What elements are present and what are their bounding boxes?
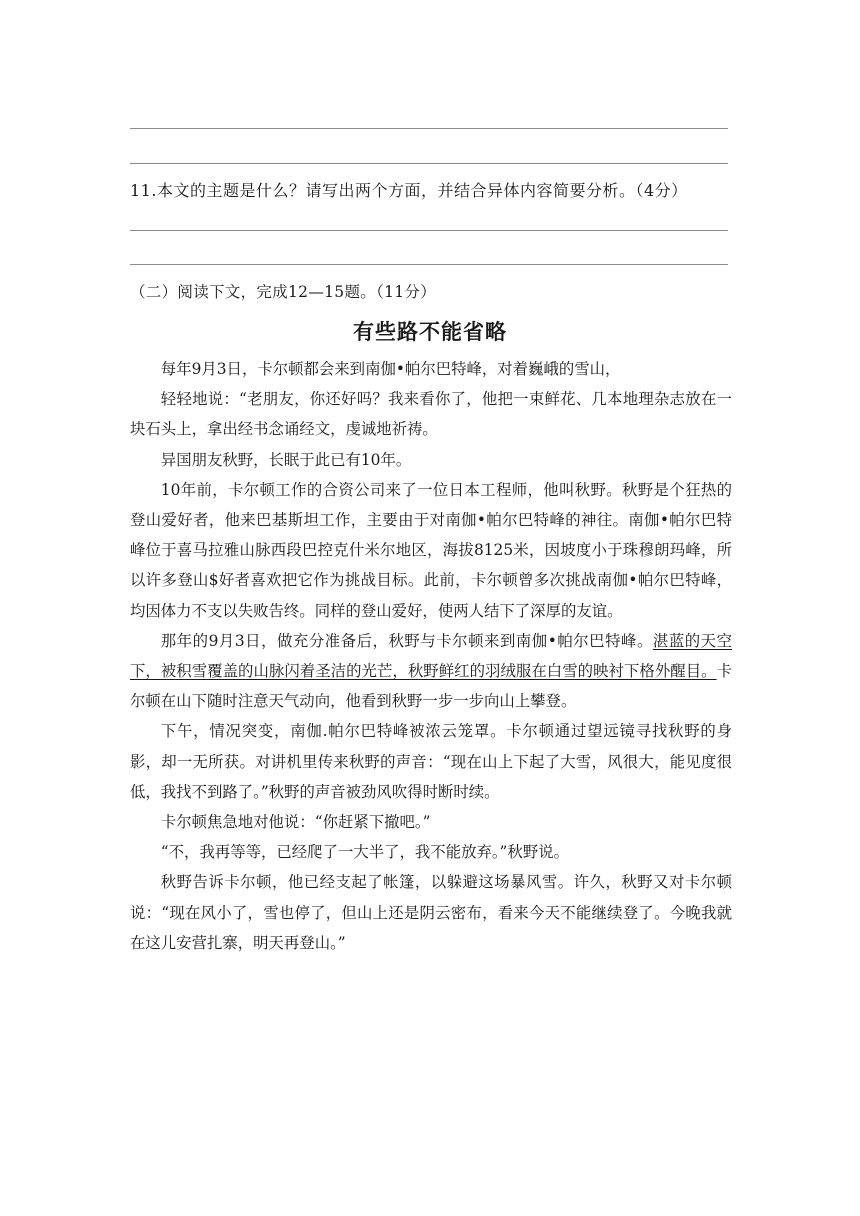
answer-line	[130, 264, 728, 265]
article-title: 有些路不能省略	[353, 320, 507, 344]
paragraph-text: 卡尔顿在山下随时注意天气动向，他看到秋野一步一步向山上攀登。	[130, 662, 732, 711]
answer-line	[130, 163, 728, 164]
underlined-sentence: 湛蓝的天空下，被积雪覆盖的山脉闪着圣洁的光芒，秋野鲜红的羽绒服在白雪的映衬下格外醒目。	[130, 631, 732, 681]
paragraph: 下午，情况突变，南伽.帕尔巴特峰被浓云笼罩。卡尔顿通过望远镜寻找秋野的身影，却一无所获。对讲机里传来秋野的声音：“现在山上下起了大雪，风很大，能见度很低，我找不到路了。”秋野的声音被劲风吹得时断时续。	[130, 722, 732, 801]
paragraph: “不，我再等等，已经爬了一大半了，我不能放弃。”秋野说。	[160, 843, 569, 862]
article-body	[130, 354, 732, 958]
answer-line	[130, 230, 728, 231]
section-heading: （二）阅读下文，完成12—15题。（11分）	[130, 283, 437, 301]
paragraph: 10年前，卡尔顿工作的合资公司来了一位日本工程师，他叫秋野。秋野是个狂热的登山爱好者，他来巴基斯坦工作，主要由于对南伽•帕尔巴特峰的神往。南伽•帕尔巴特峰位于喜马拉雅山脉西段巴控克什米尔地区，海拔8125米，因坡度小于珠穆朗玛峰，所以许多登山$好者喜欢把它作为挑战目标。此前，卡尔顿曾多次挑战南伽•帕尔巴特峰，均因体力不支以失败告终。同样的登山爱好，使两人结下了深厚的友谊。	[130, 480, 732, 620]
paragraph: 轻轻地说：“老朋友，你还好吗？我来看你了，他把一束鲜花、几本地理杂志放在一块石头上，拿出经书念诵经文，虔诚地祈祷。	[130, 390, 732, 439]
paragraph	[130, 626, 732, 717]
paragraph: 秋野告诉卡尔顿，他已经支起了帐篷，以躲避这场暴风雪。许久，秋野又对卡尔顿说：“现在风小了，雪也停了，但山上还是阴云密布，看来今天不能继续登了。今晚我就在这儿安营扎寨，明天再登山。”	[130, 873, 732, 952]
paragraph: 异国朋友秋野，长眠于此已有10年。	[160, 450, 412, 469]
paragraph: 每年9月3日，卡尔顿都会来到南伽•帕尔巴特峰，对着巍峨的雪山，	[160, 360, 621, 378]
answer-line	[130, 128, 728, 129]
question-11: 11.本文的主题是什么？请写出两个方面，并结合异体内容简要分析。（4分）	[130, 181, 688, 200]
paragraph: 卡尔顿焦急地对他说：“你赶紧下撤吧。”	[160, 813, 431, 832]
paragraph-text: 那年的9月3日，做充分准备后，秋野与卡尔顿来到南伽•帕尔巴特峰。	[160, 631, 653, 650]
